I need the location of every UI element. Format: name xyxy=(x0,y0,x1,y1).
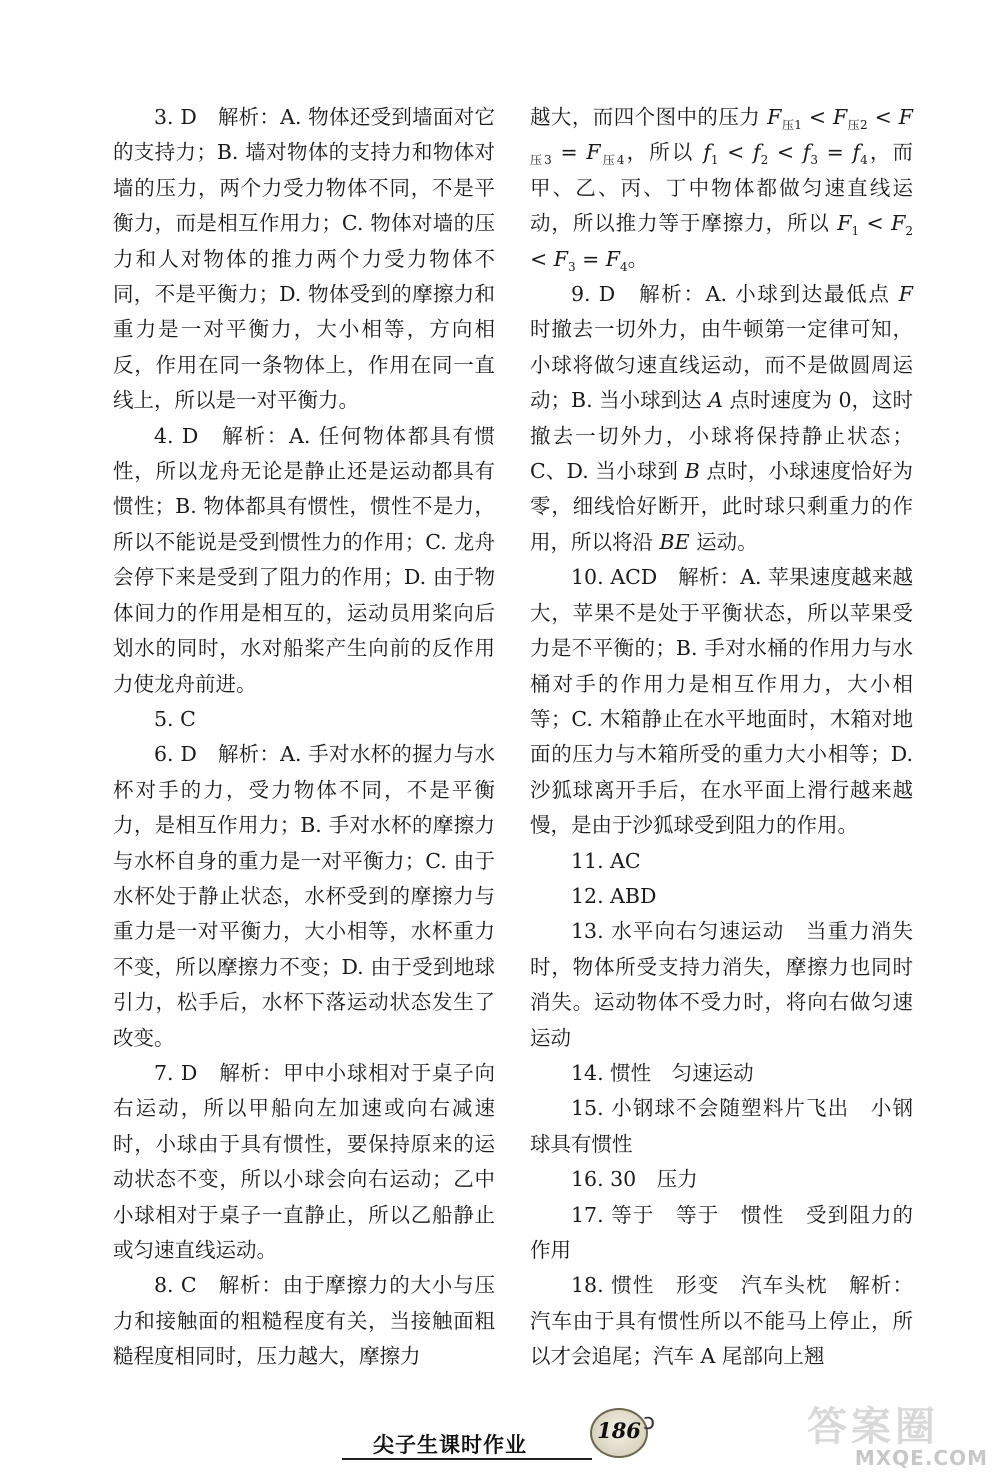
right-column xyxy=(530,100,913,1375)
page-number: 186 xyxy=(597,1418,641,1443)
footer-divider xyxy=(342,1458,592,1460)
answer-paragraph: 越大，而四个图中的压力 $F_{压1} < F_{压2} < F_{压3} = F_{压4}$，所以 $f_1 < f_2 < f_3 = f_4$，而甲、乙、丙、丁中物体都做匀速直线运动，所以推力等于摩擦力，所以 $F_1 < F_2 < F_3 = F_4$。 xyxy=(530,105,914,274)
answer-paragraph: 11. AC xyxy=(571,848,641,873)
answer-paragraph: 10. ACD 解析：A. 苹果速度越来越大，苹果不是处于平衡状态，所以苹果受力是不平衡的；B. 手对水桶的作用力与水桶对手的作用力是相互作用力，大小相等；C. 木箱静止在水平地面时，木箱对地面的压力与木箱所受的重力大小相等；D. 沙狐球离开手后，在水平面上滑行越来越慢，是由于沙狐球受到阻力的作用。 xyxy=(530,565,913,838)
answer-paragraph: 4. D 解析：A. 任何物体都具有惯性，所以龙舟无论是静止还是运动都具有惯性；B. 物体都具有惯性，惯性不是力，所以不能说是受到惯性力的作用；C. 龙舟会停下来是受到了阻力的作用；D. 由于物体间力的作用是相互的，运动员用桨向后划水的同时，水对船桨产生向前的反作用力使龙舟前进。 xyxy=(113,423,495,696)
answer-paragraph: 13. 水平向右匀速运动 当重力消失时，物体所受支持力消失，摩擦力也同时消失。运动物体不受力时，将向右做匀速运动 xyxy=(530,919,913,1050)
answer-paragraph: 5. C xyxy=(154,706,196,731)
answer-paragraph: 15. 小钢球不会随塑料片飞出 小钢球具有惯性 xyxy=(530,1096,913,1156)
watermark-url: MXQE.COM xyxy=(854,1446,988,1470)
answer-paragraph: 3. D 解析：A. 物体还受到墙面对它的支持力；B. 墙对物体的支持力和物体对墙的压力，两个力受力物体不同，不是平衡力，而是相互作用力；C. 物体对墙的压力和人对物体的推力两个力受力物体不同，不是平衡力；D. 物体受到的摩擦力和重力是一对平衡力，大小相等，方向相反，作用在同一条物体上，作用在同一直线上，所以是一对平衡力。 xyxy=(113,105,495,413)
book-title: 尖子生课时作业 xyxy=(373,1433,527,1457)
answer-paragraph: 9. D 解析：A. 小球到达最低点 F 时撤去一切外力，由牛顿第一定律可知，小球将做匀速直线运动，而不是做圆周运动；B. 当小球到达 A 点时速度为 0，这时撤去一切外力，小球将保持静止状态；C、D. 当小球到 B 点时，小球速度恰好为零，细线恰好断开，此时球只剩重力的作用，所以将沿 BE 运动。 xyxy=(530,282,914,554)
answer-paragraph: 12. ABD xyxy=(571,883,657,908)
watermark-logo: 答案圈 xyxy=(807,1404,939,1450)
answer-paragraph: 18. 惯性 形变 汽车头枕 解析：汽车由于具有惯性所以不能马上停止，所以才会追尾；汽车 A 尾部向上翘 xyxy=(530,1273,913,1369)
answer-paragraph: 7. D 解析：甲中小球相对于桌子向右运动，所以甲船向左加速或向右减速时，小球由于具有惯性，要保持原来的运动状态不变，所以小球会向右运动；乙中小球相对于桌子一直静止，所以乙船静止或匀速直线运动。 xyxy=(113,1060,495,1262)
answer-paragraph: 17. 等于 等于 惯性 受到阻力的作用 xyxy=(530,1202,913,1262)
swirl-ornament-icon: ↄ xyxy=(643,1410,656,1435)
answer-paragraph: 6. D 解析：A. 手对水杯的握力与水杯对手的力，受力物体不同，不是平衡力，是相互作用力；B. 手对水杯的摩擦力与水杯自身的重力是一对平衡力；C. 由于水杯处于静止状态，水杯受到的摩擦力与重力是一对平衡力，大小相等，水杯重力不变，所以摩擦力不变；D. 由于受到地球引力，松手后，水杯下落运动状态发生了改变。 xyxy=(113,742,495,1050)
left-column xyxy=(113,100,495,1375)
answer-paragraph: 16. 30 压力 xyxy=(571,1167,698,1192)
answer-paragraph: 8. C 解析：由于摩擦力的大小与压力和接触面的粗糙程度有关，当接触面粗糙程度相同时，压力越大，摩擦力 xyxy=(113,1273,495,1369)
answer-paragraph: 14. 惯性 匀速运动 xyxy=(571,1060,754,1085)
page-number-badge xyxy=(590,1408,648,1458)
